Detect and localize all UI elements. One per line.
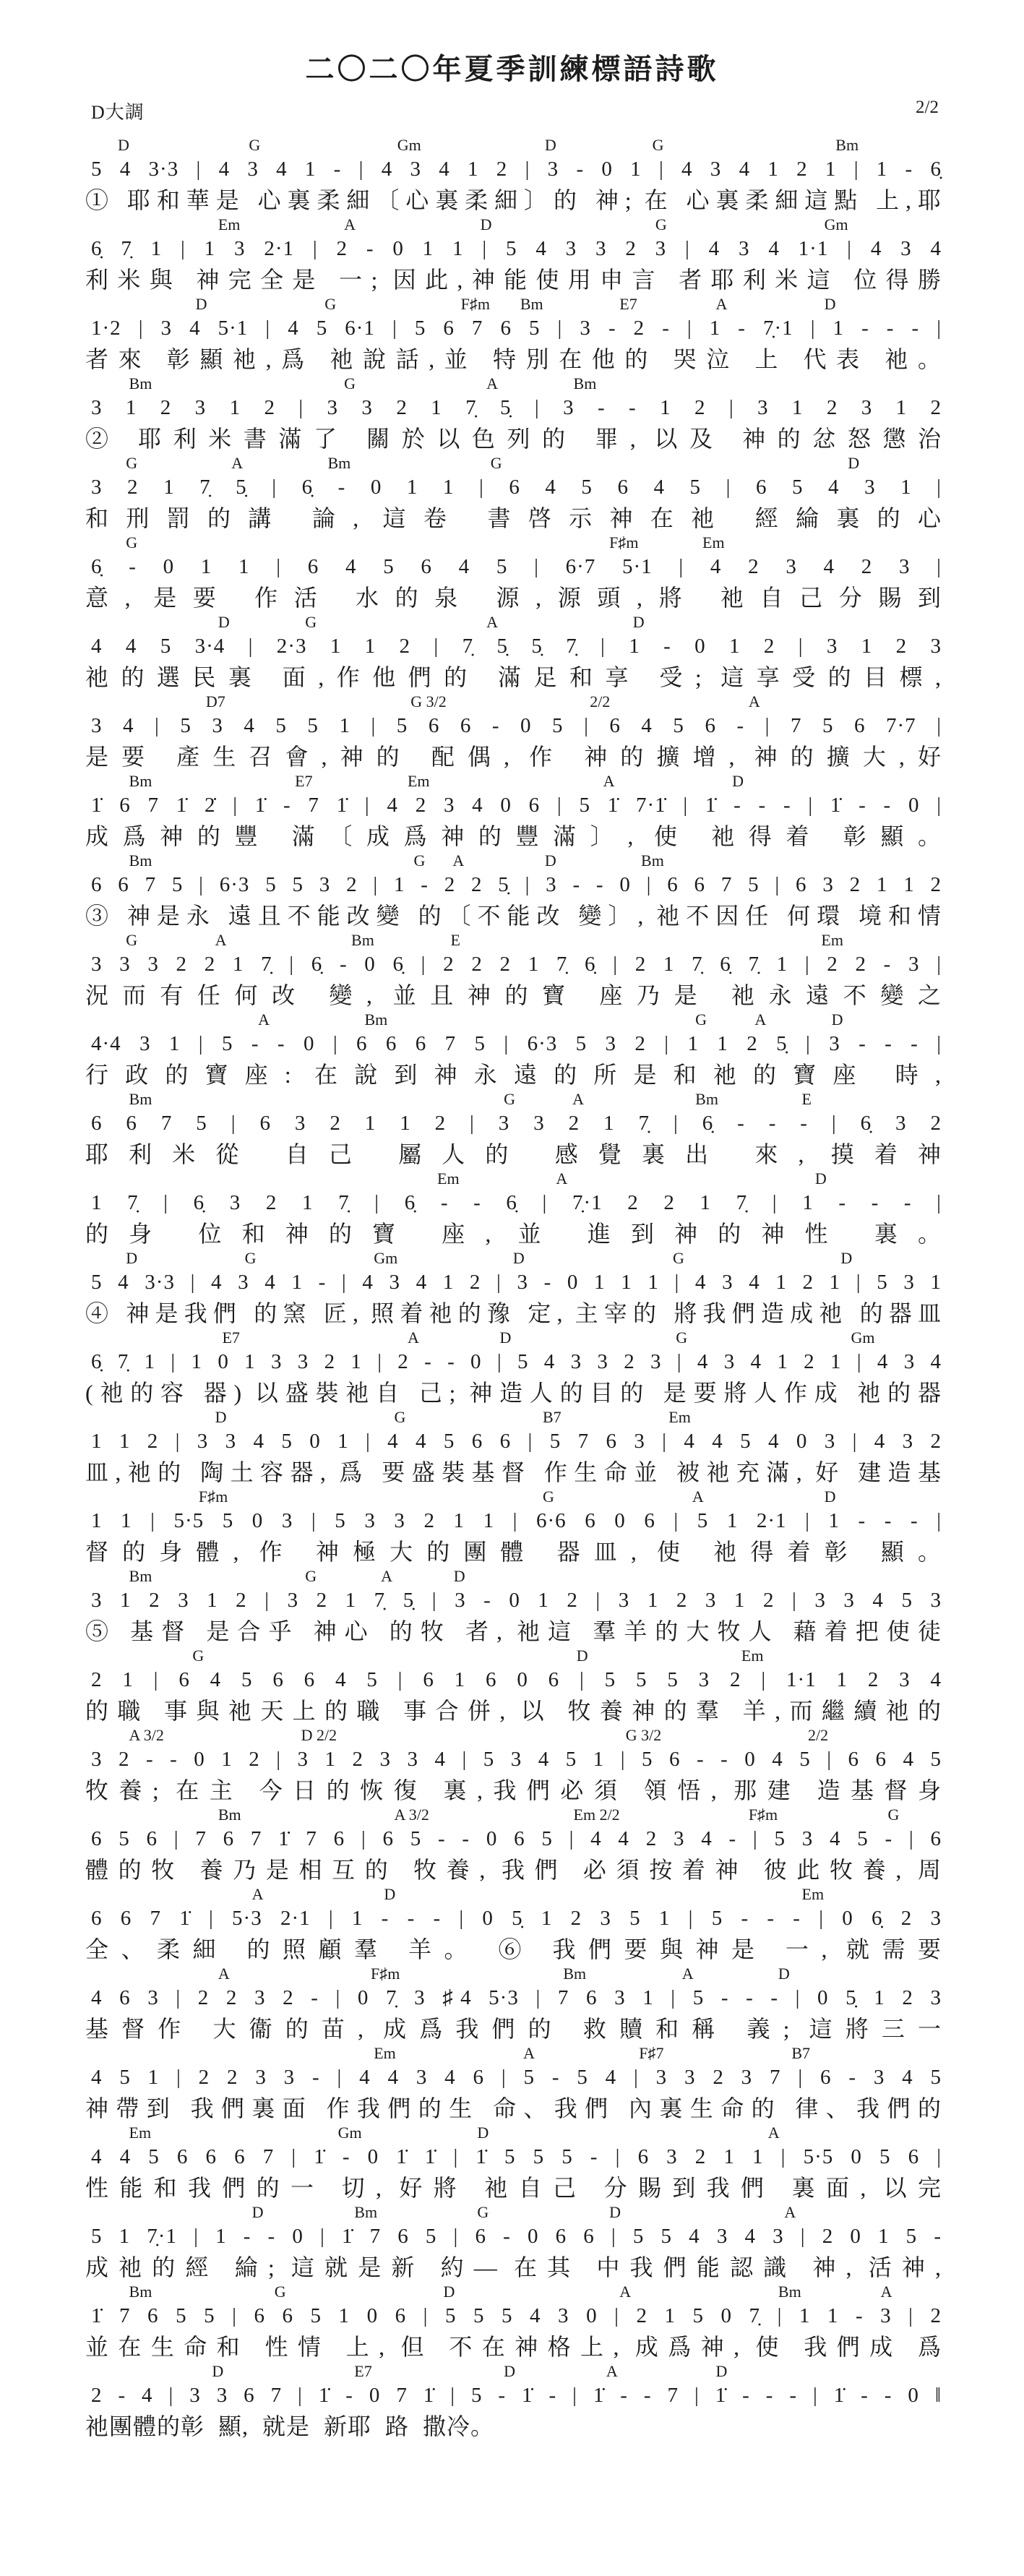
system	[0, 1885, 1024, 1965]
chord-row	[0, 613, 1024, 632]
system	[0, 1965, 1024, 2044]
chord-label: G	[652, 136, 664, 154]
notes-line: 1 1 | 5·5 5 0 3 | 5 3 3 2 1 1 | 6·6 6 0 6 | 5 1 2·1 | 1 - - - |	[91, 1509, 942, 1532]
chord-row	[0, 2362, 1024, 2381]
system	[0, 136, 1024, 215]
chord-label: A	[251, 1885, 264, 1903]
chord-label: A	[344, 215, 356, 233]
chord-label: G	[655, 215, 667, 233]
chord-label: D	[443, 2283, 455, 2301]
chord-label: D	[453, 1567, 465, 1585]
chord-label: D	[126, 1249, 138, 1267]
notes-line: 6̣ 7̣ 1 | 1 0 1 3 3 2 1 | 2 - - 0 | 5 4 3 3 2 3 | 4 3 4 1 2 1 | 4 3 4	[91, 1350, 942, 1373]
lyrics-line: 意, 是要 作活 水的泉 源,源頭,將 祂自己分賜到	[85, 585, 942, 611]
chord-label: A	[572, 1090, 584, 1108]
lyrics-line: ④ 神是我們 的窯 匠, 照着祂的豫 定, 主宰的 將我們造成祂 的器皿	[85, 1300, 942, 1326]
system	[0, 613, 1024, 692]
chord-label: G	[504, 1090, 516, 1108]
chord-label: D	[824, 1487, 836, 1506]
system	[0, 1487, 1024, 1567]
chord-label: Bm	[364, 1010, 388, 1029]
chord-row	[0, 1487, 1024, 1506]
chord-label: A	[258, 1010, 270, 1029]
chord-label: D	[831, 1010, 843, 1029]
chord-row	[0, 1249, 1024, 1268]
time-signature: 2/2	[916, 98, 939, 117]
chord-label: D	[195, 295, 207, 313]
chord-label: D	[384, 1885, 396, 1903]
chord-label: 2/2	[590, 692, 611, 710]
chord-label: A	[486, 374, 498, 392]
system	[0, 1726, 1024, 1806]
notes-line: 1·2 | 3 4 5·1 | 4 5 6·1 | 5 6 7 6 5 | 3 - 2 - | 1 - 7̣·1 | 1 - - - |	[91, 317, 942, 340]
chord-label: F♯m	[460, 295, 490, 313]
notes-line: 4 4 5 3·4 | 2·3 1 1 2 | 7̣ 5̣ 5̣ 7̣ | 1 - 0 1 2 | 3 1 2 3	[91, 635, 942, 658]
lyrics-line: 基督作 大衞的苗, 成爲我們的 救贖和稱 義; 這將三一	[85, 2016, 942, 2042]
chord-label: A	[767, 2124, 780, 2142]
lyrics-line: 利米與 神完全是 一; 因此,神能使用申言 者耶利米這 位得勝	[85, 267, 942, 293]
chord-label: Bm	[641, 851, 664, 870]
notes-line: 3 3 3 2 2 1 7̣ | 6̣ - 0 6̣ | 2 2 2 1 7̣ 6̣ | 2 1 7̣ 6̣ 7̣ 1 | 2 2 - 3 |	[91, 953, 942, 976]
chord-label: A	[606, 2362, 618, 2380]
chord-row	[0, 374, 1024, 393]
chord-label: Em	[702, 533, 725, 551]
notes-line: 1 1 2 | 3 3 4 5 0 1 | 4 4 5 6 6 | 5 7 6 3 | 4 4 5 4 0 3 | 4 3 2	[91, 1430, 942, 1453]
chord-label: G	[126, 533, 138, 551]
chord-row	[0, 1169, 1024, 1188]
notes-line: 6̣ 7̣ 1 | 1 3 2·1 | 2 - 0 1 1 | 5 4 3 3 2 3 | 4 3 4 1·1 | 4 3 4	[91, 237, 942, 260]
system	[0, 851, 1024, 931]
chord-label: A	[880, 2283, 892, 2301]
system	[0, 1328, 1024, 1408]
chord-label: A	[754, 1010, 767, 1029]
systems	[0, 136, 1024, 2442]
chord-label: G	[477, 2203, 489, 2221]
chord-label: D	[848, 454, 860, 472]
system	[0, 1647, 1024, 1726]
lyrics-line: 成祂的經 綸; 這就是新 約— 在其 中我們能認識 神, 活神,	[85, 2254, 942, 2280]
chord-label: A	[748, 692, 760, 710]
system	[0, 1408, 1024, 1487]
chord-label: Em	[801, 1885, 825, 1903]
lyrics-line: ② 耶利米書滿了 關於以色列的 罪, 以及 神的忿怒懲治	[85, 426, 942, 452]
chord-row	[0, 1010, 1024, 1029]
chord-label: G	[490, 454, 502, 472]
chord-label: D	[576, 1647, 588, 1665]
chord-label: Bm	[695, 1090, 718, 1108]
chord-label: D	[117, 136, 129, 154]
lyrics-line: 者來 彰顯祂,爲 祂說話,並 特別在他的 哭泣 上 代表 祂。	[85, 346, 942, 372]
notes-line: 6 6 7 1̇ | 5·3 2·1 | 1 - - - | 0 5̣ 1 2 3 5 1 | 5 - - - | 0 6̣ 2 3	[91, 1907, 942, 1930]
lyrics-line: 祂團體的彰 顯, 就是 新耶 路 撒冷。	[85, 2413, 495, 2439]
notes-line: 3 4 | 5 3 4 5 5 1 | 5 6 6 - 0 5 | 6 4 5 6 - | 7 5 6 7·7 |	[91, 714, 942, 737]
system	[0, 931, 1024, 1010]
system	[0, 2044, 1024, 2124]
system	[0, 2124, 1024, 2203]
chord-label: D	[715, 2362, 728, 2380]
notes-line: 6 6 7 5 | 6 3 2 1 1 2 | 3 3 2 1 7̣ | 6̣ - - - | 6̣ 3 2	[91, 1112, 942, 1135]
notes-line: 4 6 3 | 2 2 3 2 - | 0 7̣ 3 ♯4 5·3 | 7 6 3 1 | 5 - - - | 0 5̣ 1 2 3	[91, 1986, 942, 2009]
chord-label: D	[504, 2362, 516, 2380]
chord-label: A	[231, 454, 244, 472]
chord-label: A	[215, 931, 227, 949]
lyrics-line: 體的牧 養乃是相互的 牧養, 我們 必須按着神 彼此牧養, 周	[85, 1857, 942, 1883]
chord-label: Bm	[563, 1965, 587, 1983]
chord-label: G	[887, 1806, 900, 1824]
notes-line: 5 4 3·3 | 4 3 4 1 - | 4 3 4 1 2 | 3 - 0 1 | 4 3 4 1 2 1 | 1 - 6̣	[91, 158, 942, 181]
chord-label: Bm	[129, 1567, 152, 1585]
system	[0, 1249, 1024, 1328]
chord-label: A	[218, 1965, 230, 1983]
system	[0, 772, 1024, 851]
system	[0, 215, 1024, 295]
chord-label: B7	[791, 2044, 811, 2062]
chord-label: Gm	[851, 1328, 875, 1347]
chord-label: D	[477, 2124, 489, 2142]
chord-row	[0, 2124, 1024, 2142]
system	[0, 2362, 1024, 2442]
chord-row	[0, 851, 1024, 870]
lyrics-line: ⑤ 基督 是合乎 神心 的牧 者, 祂這 羣羊的大牧人 藉着把使徒	[85, 1618, 942, 1644]
lyrics-line: 性能和我們的一 切, 好將 祂自己 分賜到我們 裏面, 以完	[85, 2175, 942, 2201]
chord-label: E7	[354, 2362, 372, 2380]
chord-label: G	[413, 851, 426, 870]
chord-label: G	[305, 1567, 317, 1585]
chord-row	[0, 454, 1024, 473]
chord-label: Bm	[778, 2283, 801, 2301]
chord-label: A 3/2	[394, 1806, 429, 1824]
chord-row	[0, 1408, 1024, 1427]
chord-row	[0, 931, 1024, 950]
hymn-sheet	[0, 46, 1024, 2442]
chord-label: A	[523, 2044, 535, 2062]
chord-label: G	[672, 1249, 684, 1267]
system	[0, 2283, 1024, 2362]
chord-label: G	[126, 454, 138, 472]
chord-label: D	[215, 1408, 227, 1426]
chord-row	[0, 295, 1024, 314]
system	[0, 533, 1024, 613]
chord-label: Bm	[129, 772, 152, 790]
chord-row	[0, 2044, 1024, 2063]
notes-line: 3 1 2 3 1 2 | 3 2 1 7̣ 5̣ | 3 - 0 1 2 | 3 1 2 3 1 2 | 3 3 4 5 3	[91, 1589, 942, 1612]
chord-row	[0, 2283, 1024, 2301]
chord-label: E7	[619, 295, 637, 313]
lyrics-line: 耶利米從 自己 屬人的 感覺裏出 來, 摸着神	[85, 1141, 942, 1167]
chord-label: Bm	[354, 2203, 378, 2221]
notes-line: 1 7̣ | 6̣ 3 2 1 7̣ | 6̣ - - 6̣ | 7̣·1 2 2 1 7̣ | 1 - - - |	[91, 1191, 942, 1214]
chord-label: D	[814, 1169, 827, 1188]
chord-label: A	[784, 2203, 796, 2221]
chord-label: G	[192, 1647, 205, 1665]
lyrics-line: 行政的寶座: 在說到神永遠的所是和祂的寶座 時,	[85, 1062, 942, 1088]
chord-label: Em	[668, 1408, 691, 1426]
chord-label: Em 2/2	[573, 1806, 620, 1824]
lyrics-line: 祂的選民裏 面,作他們的 滿足和享 受; 這享受的目標,	[85, 664, 942, 690]
chord-label: D	[480, 215, 492, 233]
chord-label: A	[556, 1169, 568, 1188]
chord-label: G	[324, 295, 337, 313]
chord-row	[0, 1328, 1024, 1347]
chord-label: G	[344, 374, 356, 392]
chord-label: D	[544, 851, 556, 870]
chord-label: G	[244, 1249, 257, 1267]
lyrics-line: 督的身體, 作 神極大的團體 器皿, 使 祂得着彰 顯。	[85, 1539, 942, 1565]
chord-label: D	[732, 772, 744, 790]
chord-row	[0, 533, 1024, 552]
notes-line: 1̇ 7 6 5 5 | 6 6 5 1 0 6 | 5 5 5 4 3 0 | 2 1 5 0 7̣ | 1 1 - 3 | 2	[91, 2304, 942, 2327]
system	[0, 454, 1024, 533]
chord-row	[0, 772, 1024, 791]
chord-row	[0, 1567, 1024, 1586]
chord-label: Bm	[129, 1090, 152, 1108]
chord-label: D	[609, 2203, 621, 2221]
chord-label: G 3/2	[410, 692, 447, 710]
chord-row	[0, 1885, 1024, 1904]
system	[0, 1567, 1024, 1647]
chord-label: D	[218, 613, 230, 631]
chord-label: Bm	[129, 851, 152, 870]
lyrics-line: 和刑罰的講 論, 這卷 書啓示神在祂 經綸裏的心	[85, 505, 942, 531]
notes-line: 3 1 2 3 1 2 | 3 3 2 1 7̣ 5̣ | 3 - - 1 2 | 3 1 2 3 1 2	[91, 396, 942, 419]
chord-label: G 3/2	[625, 1726, 662, 1744]
chord-label: D	[824, 295, 836, 313]
lyrics-line: (祂的容 器) 以盛裝祂自 己; 神造人的目的 是要將人作成 祂的器	[85, 1380, 942, 1406]
chord-label: A	[452, 851, 465, 870]
notes-line: 4 5 1 | 2 2 3 3 - | 4 4 3 4 6 | 5 - 5 4 | 3 3 2 3 7 | 6 - 3 4 5	[91, 2066, 942, 2089]
system	[0, 1806, 1024, 1885]
chord-label: G	[695, 1010, 707, 1029]
chord-label: G	[543, 1487, 554, 1506]
lyrics-line: 皿,祂的 陶土容器, 爲 要盛裝基督 作生命並 被祂充滿, 好 建造基	[85, 1459, 942, 1485]
chord-label: Em	[374, 2044, 396, 2062]
lyrics-line: 的身 位和神的寶 座, 並 進到神的神性 裏。	[85, 1221, 942, 1247]
chord-label: A	[407, 1328, 419, 1347]
chord-row	[0, 136, 1024, 155]
notes-line: 6̣ - 0 1 1 | 6 4 5 6 4 5 | 6·7 5·1 | 4 2 3 4 2 3 |	[91, 555, 942, 578]
system	[0, 374, 1024, 454]
chord-label: D	[499, 1328, 512, 1347]
chord-label: F♯m	[370, 1965, 400, 1983]
chord-row	[0, 1726, 1024, 1745]
chord-label: D7	[205, 692, 225, 710]
chord-label: Gm	[374, 1249, 398, 1267]
chord-label: 2/2	[808, 1726, 829, 1744]
chord-label: A	[692, 1487, 704, 1506]
chord-label: Em	[437, 1169, 460, 1188]
chord-label: E7	[295, 772, 313, 790]
notes-line: 5 4 3·3 | 4 3 4 1 - | 4 3 4 1 2 | 3 - 0 1 1 1 | 4 3 4 1 2 1 | 5 3 1	[91, 1271, 942, 1294]
meta-row	[0, 98, 1024, 124]
lyrics-line: 況而有任何改 變, 並且神的寶 座乃是 祂永遠不變之	[85, 982, 942, 1008]
chord-label: Bm	[129, 2283, 152, 2301]
chord-row	[0, 1647, 1024, 1665]
system	[0, 295, 1024, 374]
page-title: 二〇二〇年夏季訓練標語詩歌	[305, 53, 719, 85]
notes-line: 4 4 5 6 6 6 7 | 1̇ - 0 1̇ 1̇ | 1̇ 5 5 5 - | 6 3 2 1 1 | 5·5 0 5 6 |	[91, 2145, 942, 2168]
chord-label: D	[778, 1965, 790, 1983]
lyrics-line: 是要 產生召會,神的 配偶, 作 神的擴增, 神的擴大,好	[85, 744, 942, 770]
key-signature: D大調	[91, 102, 145, 123]
system	[0, 1010, 1024, 1090]
chord-label: D	[840, 1249, 853, 1267]
chord-label: Bm	[129, 374, 152, 392]
lyrics-line: 神帶到 我們裏面 作我們的生 命、我們 內裏生命的 律、我們的	[85, 2095, 942, 2121]
chord-row	[0, 1090, 1024, 1109]
chord-label: A	[381, 1567, 392, 1585]
notes-line: 4·4 3 1 | 5 - - 0 | 6 6 6 7 5 | 6·3 5 3 2 | 1 1 2 5̣ | 3 - - - |	[91, 1032, 942, 1055]
chord-label: F♯m	[198, 1487, 228, 1506]
chord-label: E	[450, 931, 460, 949]
chord-label: Bm	[520, 295, 543, 313]
lyrics-line: 全、柔細 的照顧羣 羊。 ⑥ 我們要與神是 一, 就需要	[85, 1936, 942, 1962]
chord-label: Em	[407, 772, 430, 790]
chord-label: A 3/2	[129, 1726, 164, 1744]
chord-label: Em	[129, 2124, 152, 2142]
chord-label: D	[544, 136, 556, 154]
notes-line: 6 6 7 5 | 6·3 5 5 3 2 | 1 - 2 2 5̣ | 3 - - 0 | 6 6 7 5 | 6 3 2 1 1 2	[91, 873, 942, 896]
chord-label: A	[681, 1965, 694, 1983]
notes-line: 2 1 | 6 4 5 6 6 4 5 | 6 1 6 0 6 | 5 5 5 3 2 | 1·1 1 2 3 4	[91, 1668, 942, 1691]
lyrics-line: 牧養; 在主 今日的恢復 裏,我們必須 領悟, 那建 造基督身	[85, 1777, 942, 1803]
lyrics-line: ① 耶和華是 心裏柔細〔心裏柔細〕的 神; 在 心裏柔細這點 上,耶	[85, 187, 942, 213]
system	[0, 1169, 1024, 1249]
chord-label: Bm	[351, 931, 374, 949]
notes-line: 6 5 6 | 7 6 7 1̇ 7 6 | 6 5 - - 0 6 5 | 4 4 2 3 4 - | 5 3 4 5 - | 6	[91, 1827, 942, 1850]
notes-line: 3 2 - - 0 1 2 | 3 1 2 3 3 4 | 5 3 4 5 1 | 5 6 - - 0 4 5 | 6 6 4 5	[91, 1748, 942, 1771]
chord-label: Bm	[835, 136, 859, 154]
chord-label: G	[249, 136, 261, 154]
chord-label: A	[619, 2283, 632, 2301]
chord-label: D	[632, 613, 645, 631]
system	[0, 2203, 1024, 2283]
chord-label: Bm	[327, 454, 351, 472]
chord-label: G	[305, 613, 317, 631]
chord-label: Gm	[397, 136, 421, 154]
chord-row	[0, 2203, 1024, 2222]
chord-label: D	[212, 2362, 224, 2380]
system	[0, 692, 1024, 772]
chord-label: Bm	[573, 374, 597, 392]
notes-line: 3 2 1 7̣ 5̣ | 6̣ - 0 1 1 | 6 4 5 6 4 5 | 6 5 4 3 1 |	[91, 476, 942, 499]
chord-label: G	[394, 1408, 406, 1426]
chord-row	[0, 215, 1024, 234]
chord-label: B7	[543, 1408, 562, 1426]
chord-label: Em	[741, 1647, 764, 1665]
chord-label: Em	[218, 215, 241, 233]
chord-label: D	[251, 2203, 264, 2221]
chord-label: F♯m	[748, 1806, 778, 1824]
chord-label: D 2/2	[301, 1726, 337, 1744]
chord-row	[0, 692, 1024, 711]
notes-line: 5 1 7̣·1 | 1 - - 0 | 1̇ 7 6 5 | 6 - 0 6 6 | 5 5 4 3 4 3 | 2 0 1 5 -	[91, 2225, 942, 2248]
chord-label: D	[512, 1249, 525, 1267]
chord-label: A	[715, 295, 728, 313]
notes-line: 1̇ 6 7 1̇ 2̇ | 1̇ - 7 1̇ | 4 2 3 4 0 6 | 5 1̇ 7·1̇ | 1̇ - - - | 1̇ - - 0 |	[91, 794, 942, 817]
chord-label: Em	[821, 931, 843, 949]
system	[0, 1090, 1024, 1169]
lyrics-line: 的職 事與祂天上的職 事合併, 以 牧養神的羣 羊,而繼續祂的	[85, 1698, 942, 1724]
chord-row	[0, 1965, 1024, 1983]
chord-label: E	[801, 1090, 812, 1108]
chord-label: G	[274, 2283, 286, 2301]
chord-label: F♯7	[639, 2044, 664, 2062]
chord-label: E7	[222, 1328, 240, 1347]
chord-row	[0, 1806, 1024, 1824]
chord-label: Gm	[337, 2124, 362, 2142]
chord-label: Gm	[824, 215, 848, 233]
chord-label: Bm	[218, 1806, 241, 1824]
lyrics-line: ③ 神是永 遠且不能改變 的〔不能改 變〕, 祂不因任 何環 境和情	[85, 903, 942, 929]
chord-label: F♯m	[609, 533, 639, 551]
chord-label: A	[486, 613, 498, 631]
lyrics-line: 成爲神的豐 滿〔成爲神的豐滿〕, 使 祂得着 彰顯。	[85, 823, 942, 849]
chord-label: G	[126, 931, 138, 949]
chord-label: A	[603, 772, 615, 790]
chord-label: G	[676, 1328, 688, 1347]
notes-line: 2 - 4 | 3 3 6 7 | 1̇ - 0 7 1̇ | 5 - 1̇ - | 1̇ - - 7 | 1̇ - - - | 1̇ - - 0 ‖	[91, 2384, 942, 2407]
lyrics-line: 並在生命和 性情 上, 但 不在神格上, 成爲神, 使 我們成 爲	[85, 2334, 942, 2360]
